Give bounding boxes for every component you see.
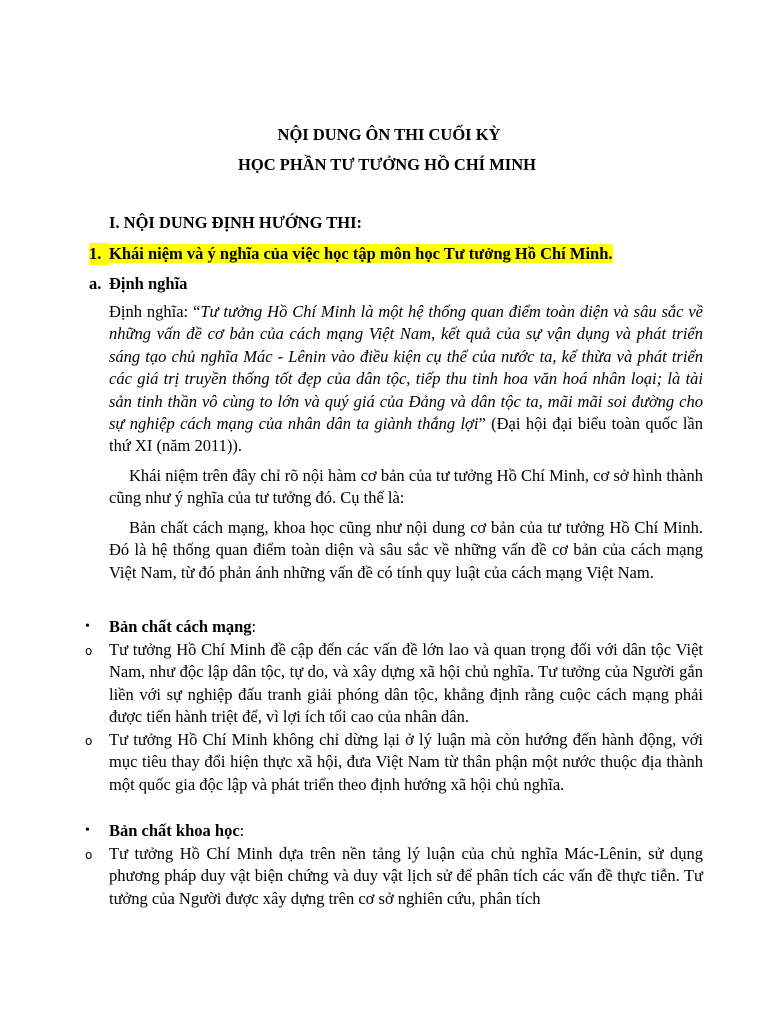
sub-item-letter: a. — [89, 274, 102, 293]
body-paragraph-2: Khái niệm trên đây chỉ rõ nội hàm cơ bản của tư tưởng Hồ Chí Minh, cơ sở hình thành cũng như ý nghĩa của tư tưởng đó. Cụ thể là: — [109, 466, 703, 508]
definition-lead: Định nghĩa: “ — [109, 302, 201, 321]
body-paragraph-3: Bản chất cách mạng, khoa học cũng như nội dung cơ bản của tư tưởng Hồ Chí Minh. Đó là hệ thống quan điểm toàn diện và sâu sắc về những vấn đề cơ bản của cách mạng Việt Nam, từ đó phản ánh những vấn đề có tính quy luật của cách mạng Việt Nam. — [109, 518, 703, 582]
definition-citation: ” (Đại hội đại biểu toàn quốc lần thứ XI (năm 2011)). — [109, 414, 703, 456]
circle-bullet-icon: o — [85, 848, 93, 862]
circle-bullet-icon: o — [85, 644, 93, 658]
bullet-suffix: : — [239, 821, 245, 840]
circle-bullet-icon: o — [85, 734, 93, 748]
section-heading: I. NỘI DUNG ĐỊNH HƯỚNG THI: — [109, 213, 363, 232]
bullet-label: Bản chất khoa học — [109, 821, 240, 840]
bullet-text — [109, 820, 703, 842]
bullet-label: Bản chất cách mạng — [109, 617, 252, 636]
bullet-icon: • — [85, 619, 90, 634]
circle-item-text: Tư tưởng Hồ Chí Minh đề cập đến các vấn đề lớn lao và quan trọng đối với dân tộc Việt Nam, như độc lập dân tộc, tự do, và xây dựng xã hội chủ nghĩa. Tư tưởng của Người gắn liền với sự nghiệp đấu tranh giải phóng dân tộc, khẳng định rằng cuộc cách mạng phải được tiến hành triệt để, vì lợi ích tối cao của nhân dân. — [109, 640, 703, 727]
bullet-suffix: : — [251, 617, 257, 636]
sub-item-text: Định nghĩa — [109, 274, 188, 293]
circle-item-text: Tư tưởng Hồ Chí Minh dựa trên nền tảng lý luận của chủ nghĩa Mác-Lênin, sử dụng phương pháp duy vật biện chứng và duy vật lịch sử để phân tích các vấn đề thực tiễn. Tư tưởng của Người được xây dựng trên cơ sở nghiên cứu, phân tích — [109, 844, 703, 908]
definition-quote: Tư tưởng Hồ Chí Minh là một hệ thống quan điểm toàn diện và sâu sắc về những vấn đề cơ bản của cách mạng Việt Nam, kết quả của sự vận dụng và phát triển sáng tạo chủ nghĩa Mác - Lênin vào điều kiện cụ thể của nước ta, kế thừa và phát triển các giá trị truyền thống tốt đẹp của dân tộc, tiếp thu tinh hoa văn hoá nhân loại; là tài sản tinh thần vô cùng to lớn và quý giá của Đảng và dân tộc ta, mãi mãi soi đường cho sự nghiệp cách mạng của nhân dân ta giành thắng lợi — [109, 302, 703, 434]
item-text-highlighted: Khái niệm và ý nghĩa của việc học tập môn học Tư tưởng Hồ Chí Minh. — [109, 244, 613, 263]
definition-paragraph — [109, 301, 703, 458]
document-title-line-2: HỌC PHẦN TƯ TƯỞNG HỒ CHÍ MINH — [238, 155, 536, 174]
item-number: 1. — [89, 243, 109, 265]
numbered-item-1 — [89, 243, 613, 265]
bullet-icon: • — [85, 823, 90, 838]
document-title-line-1: NỘI DUNG ÔN THI CUỐI KỲ — [277, 125, 501, 144]
sub-item-a — [89, 273, 187, 295]
circle-item-text: Tư tưởng Hồ Chí Minh không chỉ dừng lại ở lý luận mà còn hướng đến hành động, với mục tiêu thay đổi hiện thực xã hội, đưa Việt Nam từ thân phận một nước thuộc địa thành một quốc gia độc lập và phát triển theo định hướng xã hội chủ nghĩa. — [109, 730, 703, 794]
bullet-text — [109, 616, 703, 638]
